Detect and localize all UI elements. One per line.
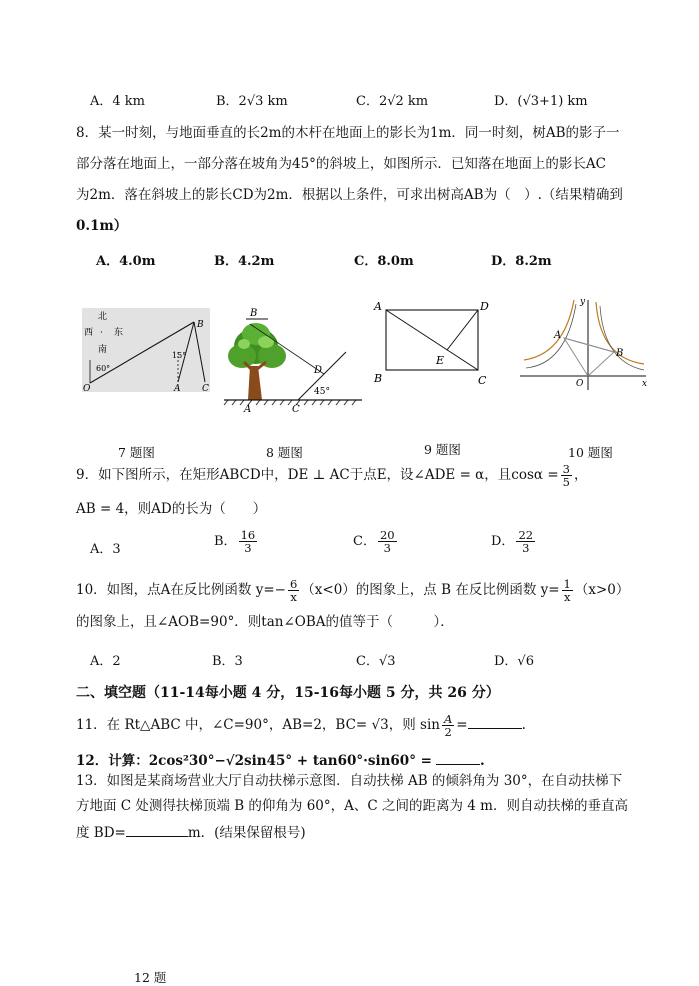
fig7-label-a: A <box>174 384 181 394</box>
q7-option-a: A．4 km <box>90 94 145 109</box>
fig7-east: 东 <box>114 328 124 338</box>
q10-text-mid: （x<0）的图象上，点 B 在反比例函数 y= <box>301 582 560 598</box>
q8-option-d: D．8.2m <box>491 254 552 269</box>
section-2-heading: 二、填空题（11-14每小题 4 分，15-16每小题 5 分，共 26 分） <box>76 685 500 701</box>
q11-end: . <box>521 717 526 733</box>
q9-b-fraction <box>239 529 258 554</box>
fig7-west: 西 <box>84 328 94 338</box>
q8-line-1: 8．某一时刻，与地面垂直的长2m的木杆在地面上的影长为1m．同一时刻，树AB的影子一 <box>76 125 620 141</box>
caption-figure-7: 7 题图 <box>118 445 155 460</box>
fig10-curve-right-2 <box>600 306 644 370</box>
q9-d-label: D． <box>491 534 515 549</box>
q9-c-label: C． <box>353 534 376 549</box>
q8-option-b: B．4.2m <box>214 254 275 269</box>
fig7-label-c: C <box>202 384 209 394</box>
q10-option-d: D．√6 <box>494 654 534 669</box>
q12-answer-blank[interactable] <box>436 750 480 765</box>
fig9-segment-de <box>447 310 478 350</box>
q9-b-num: 16 <box>240 528 256 542</box>
q11-text: 11．在 Rt△ABC 中，∠C=90°，AB=2，BC= √3，则 sin <box>76 717 440 733</box>
fig10-label-o: O <box>576 379 584 389</box>
q9-option-d <box>491 529 537 554</box>
q11-equals: = <box>456 717 468 733</box>
fig9-diagonal-ac <box>386 310 478 370</box>
q9-c-den: 3 <box>383 541 391 555</box>
fig7-south: 南 <box>98 345 108 355</box>
q8-line-2: 部分落在地面上，一部分落在坡角为45°的斜坡上，如图所示．已知落在地面上的影长AC <box>76 156 607 172</box>
fig7-dot: · <box>100 328 103 338</box>
q11-frac-den: 2 <box>444 725 452 739</box>
q13-line-2: 方地面 C 处测得扶梯顶端 B 的仰角为 60°，A、C 之间的距离为 4 m．则自动扶梯的垂直高 <box>76 798 628 814</box>
q10-f2-den: x <box>563 590 571 604</box>
fig9-label-a: A <box>374 300 382 313</box>
q8-line-3: 为2m．落在斜坡上的影长CD为2m．根据以上条件，可求出树高AB为（ ）.（结果精确到 <box>76 187 623 203</box>
fig9-label-d: D <box>480 300 489 313</box>
q9-option-b <box>214 529 259 554</box>
q10-fraction-2 <box>562 578 573 603</box>
fig8-angle: 45° <box>314 387 330 397</box>
q12-text: 12．计算：2cos²30°−√2sin45° + tan60°·sin60° = <box>76 753 432 769</box>
caption-figure-9: 9 题图 <box>424 442 461 457</box>
q10-option-b: B．3 <box>212 654 243 669</box>
q7-option-b: B．2√3 km <box>216 94 288 109</box>
figure-7 <box>82 308 212 394</box>
q10-f1-den: x <box>290 590 297 604</box>
fig10-label-x: x <box>642 379 648 389</box>
q7-option-c: C．2√2 km <box>356 94 429 109</box>
q13-text-pre: 度 BD= <box>76 825 126 841</box>
fig8-label-b: B <box>250 308 258 319</box>
q11-frac-num: A <box>443 712 453 726</box>
q11-answer-blank[interactable] <box>468 714 522 729</box>
q9-b-label: B． <box>214 534 237 549</box>
q9-d-fraction <box>516 529 535 554</box>
q9-line-2: AB = 4，则AD的长为（ ） <box>76 501 267 517</box>
figure-9 <box>370 298 494 390</box>
q9-d-num: 22 <box>518 528 534 542</box>
q8-line-4: 0.1m） <box>76 218 128 234</box>
q9-line-1 <box>76 463 587 488</box>
fig7-north: 北 <box>98 312 108 322</box>
q10-line-2: 的图象上，且∠AOB=90°．则tan∠OBA的值等于（ ）． <box>76 614 454 630</box>
fig7-label-o: O <box>83 384 91 394</box>
fig9-label-c: C <box>478 374 487 387</box>
q13-line-3 <box>76 822 306 842</box>
q7-option-d: D．(√3+1) km <box>494 94 588 109</box>
q9-option-a: A．3 <box>90 542 121 557</box>
tree-icon <box>228 323 286 400</box>
fig8-label-d: D <box>314 365 323 376</box>
fig7-angle-60: 60° <box>96 364 111 373</box>
q9-frac-num: 3 <box>562 462 570 476</box>
fig10-curve-left <box>524 300 574 360</box>
q9-b-den: 3 <box>244 541 252 555</box>
fig8-label-c: C <box>292 404 300 414</box>
q11-fraction <box>442 713 454 738</box>
q10-line-1 <box>76 578 629 603</box>
q10-text-pre: 10．如图，点A在反比例函数 y=− <box>76 582 286 598</box>
fig9-label-b: B <box>374 372 383 385</box>
q10-option-a: A．2 <box>90 654 121 669</box>
q10-text-post: （x>0） <box>574 582 630 598</box>
caption-figure-8: 8 题图 <box>266 445 303 460</box>
q12-end: . <box>479 753 485 769</box>
figure-10 <box>516 294 652 394</box>
q9-fraction <box>561 463 572 488</box>
q13-line-1: 13．如图是某商场营业大厅自动扶梯示意图．自动扶梯 AB 的倾斜角为 30°，在自动扶梯下 <box>76 773 623 789</box>
q13-text-post: m．(结果保留根号) <box>187 825 306 841</box>
footer-caption: 12 题 <box>134 970 167 985</box>
q13-answer-blank[interactable] <box>126 822 188 837</box>
q9-option-c <box>353 529 399 554</box>
q10-f1-num: 6 <box>289 577 298 591</box>
q11-line <box>76 713 526 738</box>
q9-frac-den: 5 <box>562 475 570 489</box>
q9-line1-post: ， <box>573 467 588 483</box>
q9-c-num: 20 <box>379 528 395 542</box>
q9-d-den: 3 <box>522 541 530 555</box>
fig10-label-b: B <box>616 348 624 359</box>
fig8-label-a: A <box>244 404 252 414</box>
fig9-label-e: E <box>436 354 445 367</box>
q12-line <box>76 750 485 770</box>
q9-c-fraction <box>378 529 397 554</box>
fig7-angle-15: 15° <box>172 351 187 360</box>
q9-text: 9．如下图所示，在矩形ABCD中，DE ⊥ AC于点E，设∠ADE = α，且cosα = <box>76 467 559 483</box>
q10-f2-num: 1 <box>563 577 571 591</box>
fig10-triangle-aob <box>564 338 614 376</box>
q10-option-c: C．√3 <box>356 654 396 669</box>
q8-option-a: A．4.0m <box>96 254 156 269</box>
fig7-label-b: B <box>197 320 204 330</box>
figure-8 <box>222 304 366 414</box>
fig10-label-y: y <box>580 297 586 307</box>
q10-fraction-1 <box>288 578 299 603</box>
fig10-label-a: A <box>554 330 562 341</box>
q8-option-c: C．8.0m <box>354 254 414 269</box>
caption-figure-10: 10 题图 <box>568 445 613 460</box>
fig10-curve-left-2 <box>526 304 576 368</box>
